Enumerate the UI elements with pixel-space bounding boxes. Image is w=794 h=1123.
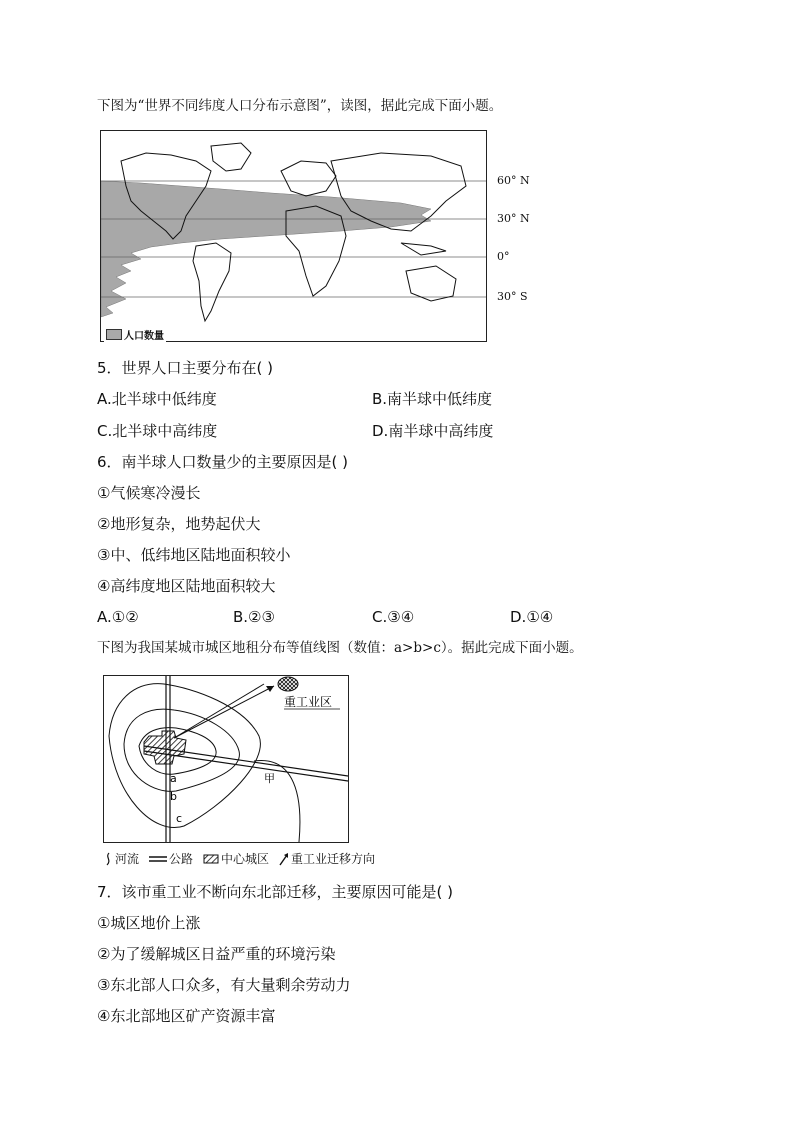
q6-option-c[interactable]: C.③④ bbox=[372, 608, 415, 626]
relocation-arrow-2 bbox=[174, 684, 264, 738]
q7-item-1: ①城区地价上涨 bbox=[97, 914, 201, 932]
q7-item-4: ④东北部地区矿产资源丰富 bbox=[97, 1007, 276, 1025]
q6-item-3: ③中、低纬地区陆地面积较小 bbox=[97, 546, 291, 564]
australia-outline bbox=[406, 266, 456, 301]
label-a: a bbox=[170, 772, 177, 785]
intro-text-2: 下图为我国某城市城区地租分布等值线图（数值：a>b>c）。据此完成下面小题。 bbox=[97, 640, 583, 656]
river-icon bbox=[103, 852, 113, 866]
legend-river-label: 河流 bbox=[115, 852, 140, 866]
south-america-outline bbox=[193, 243, 231, 321]
city-map-svg bbox=[104, 676, 348, 842]
map-legend bbox=[104, 326, 166, 343]
q5-option-d[interactable]: D.南半球中高纬度 bbox=[372, 422, 494, 440]
q6-option-b[interactable]: B.②③ bbox=[233, 608, 275, 626]
q6-item-2: ②地形复杂，地势起伏大 bbox=[97, 515, 261, 533]
q7-item-2: ②为了缓解城区日益严重的环境污染 bbox=[97, 945, 336, 963]
lat-label-30s: 30° S bbox=[497, 290, 528, 303]
world-map-svg bbox=[101, 131, 486, 341]
legend-label: 人口数量 bbox=[124, 331, 164, 342]
city-map-legend bbox=[103, 850, 375, 867]
legend-central-label: 中心城区 bbox=[221, 852, 270, 866]
legend-swatch bbox=[106, 329, 122, 340]
central-district-icon bbox=[203, 854, 219, 864]
q7-item-3: ③东北部人口众多，有大量剩余劳动力 bbox=[97, 976, 351, 994]
q7-stem: 7．该市重工业不断向东北部迁移，主要原因可能是( ) bbox=[97, 883, 454, 901]
label-b: b bbox=[170, 790, 177, 803]
heavy-industry-zone bbox=[278, 677, 298, 691]
q6-item-1: ①气候寒冷漫长 bbox=[97, 484, 201, 502]
central-district bbox=[144, 731, 186, 764]
world-population-map bbox=[100, 130, 487, 342]
lat-label-0: 0° bbox=[497, 250, 510, 263]
q6-option-d[interactable]: D.①④ bbox=[510, 608, 554, 626]
q5-option-b[interactable]: B.南半球中低纬度 bbox=[372, 390, 493, 408]
label-c: c bbox=[176, 812, 183, 825]
legend-relocation bbox=[279, 850, 375, 867]
heavy-industry-label: 重工业区 bbox=[284, 695, 333, 709]
q5-option-a[interactable]: A.北半球中低纬度 bbox=[97, 390, 217, 408]
legend-central bbox=[203, 850, 269, 867]
europe-outline bbox=[281, 161, 336, 196]
highway-icon bbox=[149, 854, 167, 864]
lat-label-60n: 60° N bbox=[497, 174, 530, 187]
legend-highway-label: 公路 bbox=[169, 852, 194, 866]
legend-relocation-label: 重工业迁移方向 bbox=[291, 852, 376, 866]
intro-text-1: 下图为“世界不同纬度人口分布示意图”，读图，据此完成下面小题。 bbox=[97, 98, 503, 114]
greenland-outline bbox=[211, 143, 251, 171]
label-jia: 甲 bbox=[264, 772, 275, 785]
q6-stem: 6．南半球人口数量少的主要原因是( ) bbox=[97, 453, 349, 471]
q5-stem: 5．世界人口主要分布在( ) bbox=[97, 359, 274, 377]
q6-item-4: ④高纬度地区陆地面积较大 bbox=[97, 577, 276, 595]
legend-river bbox=[103, 850, 139, 867]
indonesia-outline bbox=[401, 243, 446, 255]
legend-highway bbox=[149, 850, 193, 867]
city-rent-map bbox=[103, 675, 349, 843]
q6-option-a[interactable]: A.①② bbox=[97, 608, 139, 626]
lat-label-30n: 30° N bbox=[497, 212, 530, 225]
relocation-arrow-icon bbox=[279, 852, 289, 866]
population-profile bbox=[101, 181, 431, 317]
q5-option-c[interactable]: C.北半球中高纬度 bbox=[97, 422, 218, 440]
